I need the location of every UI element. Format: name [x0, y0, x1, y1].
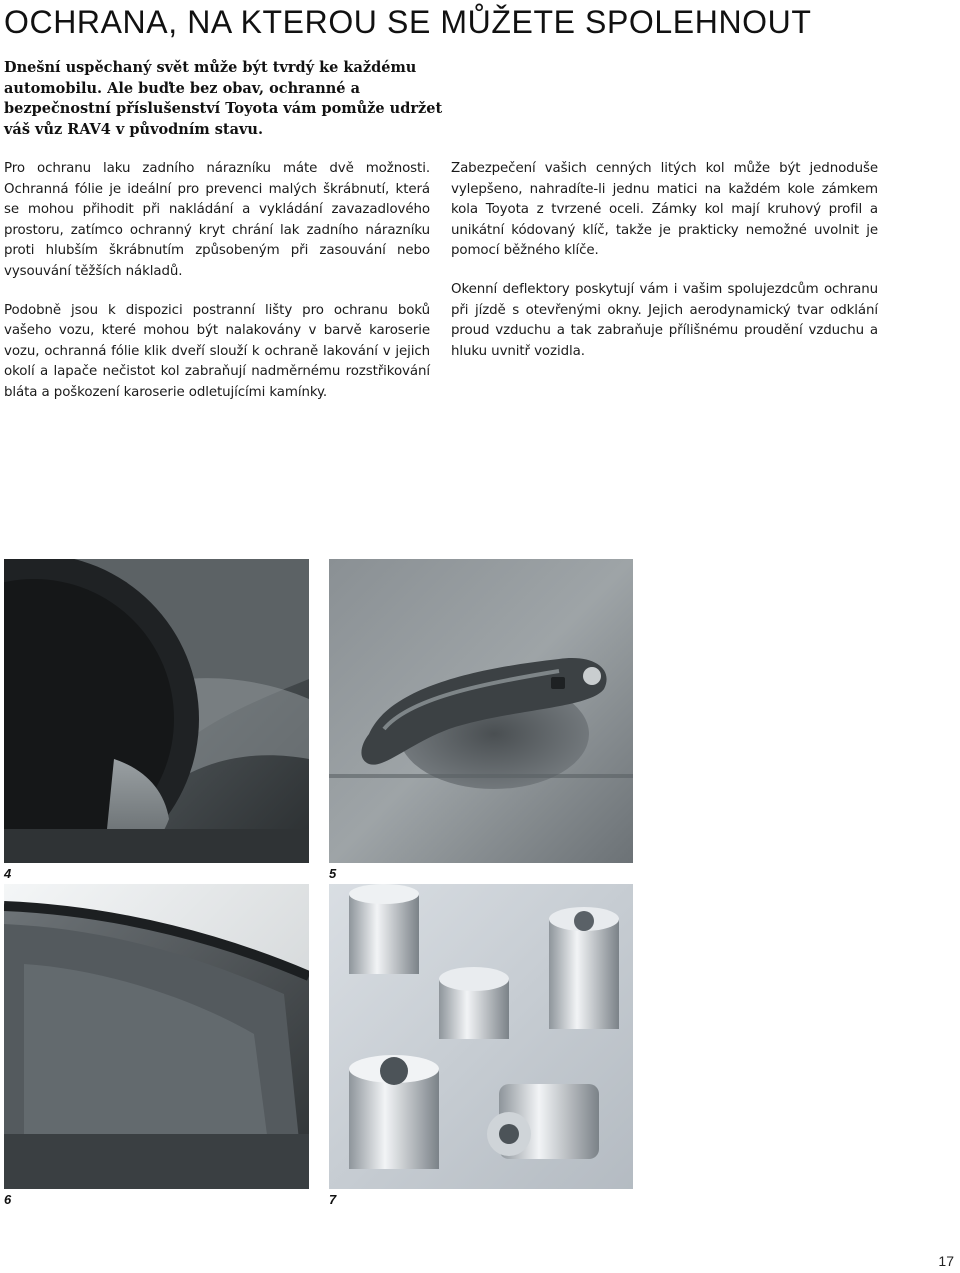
photo-window-deflector [4, 884, 309, 1189]
photo-wheel-locks [329, 884, 633, 1189]
photo-mudflap [4, 559, 309, 863]
paragraph-wheel-locks: Zabezpečení vašich cenných litých kol může být jednoduše vylepšeno, nahradíte-li jednu matici na každém kole zámkem kola Toyota z tvrzené oceli. Zámky kol mají kruhový profil a unikátní kódovaný klíč, takže je prakticky nemožné uvolnit je pomocí běžného klíče. [451, 161, 878, 259]
right-text-column [451, 159, 878, 380]
left-text-column [4, 159, 430, 422]
figure-number: 4 [4, 866, 12, 881]
page-number: 17 [938, 1253, 954, 1269]
paragraph-bumper-protection: Pro ochranu laku zadního nárazníku máte dvě možnosti. Ochranná fólie je ideální pro prevenci malých škrábnutí, která se mohou přihodit při nakládání a vykládání zavazadlového prostoru, zatímco ochranný kryt chrání lak zadního nárazníku proti hlubším škrábnutím způsobeným při zasouvání nebo vysouvání těžších nákladů. [4, 161, 430, 279]
photo-door-handle [329, 559, 633, 863]
paragraph-wind-deflectors: Okenní deflektory poskytují vám i vašim spolujezdcům ochranu při jízdě s otevřenými okny. Jejich aerodynamický tvar odklání proud vzduchu a tak zabraňuje přílišnému proudění vzduchu a hluku uvnitř vozidla. [451, 281, 878, 359]
paragraph-side-mouldings: Podobně jsou k dispozici postranní lišty pro ochranu boků vašeho vozu, které mohou být nalakovány v barvě karoserie vozu, ochranná fólie klik dveří slouží k ochraně lakování v jejich okolí a lapače nečistot kol zabraňují nadměrnému rozstřikování bláta a poškození karoserie odletujícími kamínky. [4, 302, 430, 400]
page-title: OCHRANA, NA KTEROU SE MŮŽETE SPOLEHNOUT [4, 4, 812, 40]
figure-number: 7 [329, 1192, 337, 1207]
intro-lead: Dnešní uspěchaný svět může být tvrdý ke každému automobilu. Ale buďte bez obav, ochranné a bezpečnostní příslušenství Toyota vám pomůže udržet váš vůz RAV4 v původním stavu. [4, 59, 443, 138]
figure-number: 5 [329, 866, 337, 881]
figure-number: 6 [4, 1192, 12, 1207]
